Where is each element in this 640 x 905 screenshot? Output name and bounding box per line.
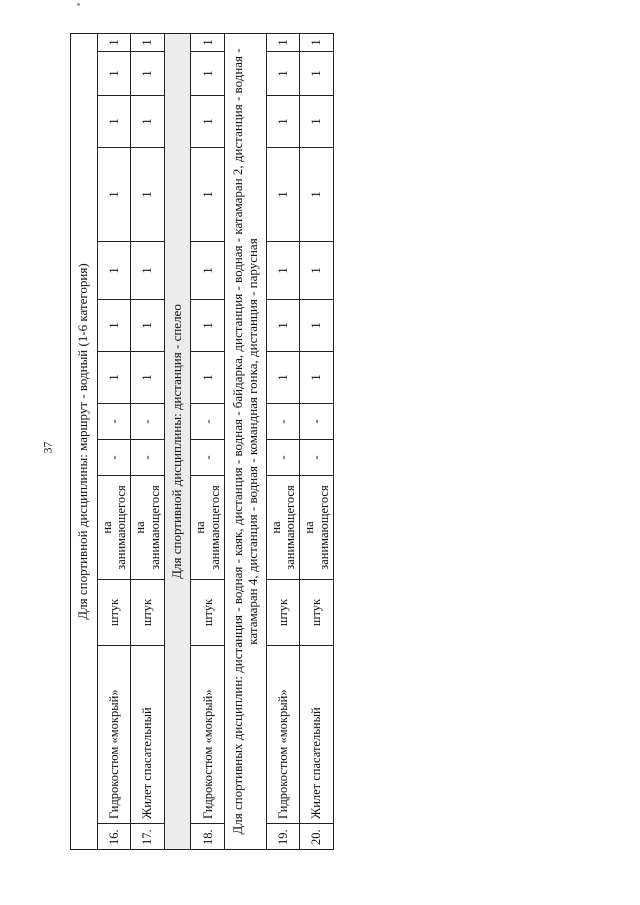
issue-cell: на занимающегося: [131, 476, 165, 580]
quantity-cell: -: [97, 404, 131, 440]
quantity-cell: 1: [191, 52, 225, 96]
quantity-cell: 1: [131, 300, 165, 352]
quantity-cell: 1: [97, 148, 131, 242]
row-number: 20.: [300, 824, 334, 850]
section-header: Для спортивной дисциплины: дистанция - спелео: [164, 34, 191, 850]
quantity-cell: 1: [131, 96, 165, 148]
issue-cell: на занимающегося: [266, 476, 300, 580]
rotated-table-sheet: [70, 34, 334, 850]
quantity-cell: 1: [131, 148, 165, 242]
equipment-table: [70, 33, 334, 850]
quantity-cell: 1: [131, 34, 165, 52]
section-header: Для спортивной дисциплины: маршрут - водный (1-6 категория): [71, 34, 98, 850]
quantity-cell: 1: [97, 300, 131, 352]
quantity-cell: 1: [191, 300, 225, 352]
unit-cell: штук: [266, 580, 300, 646]
issue-cell: на занимающегося: [300, 476, 334, 580]
row-number: 17.: [131, 824, 165, 850]
item-name: Жилет спасательный: [131, 646, 165, 824]
quantity-cell: 1: [300, 52, 334, 96]
quantity-cell: 1: [266, 242, 300, 300]
quantity-cell: 1: [131, 242, 165, 300]
quantity-cell: 1: [97, 34, 131, 52]
quantity-cell: -: [131, 440, 165, 476]
quantity-cell: 1: [266, 96, 300, 148]
unit-cell: штук: [131, 580, 165, 646]
unit-cell: штук: [97, 580, 131, 646]
quantity-cell: 1: [300, 300, 334, 352]
issue-cell: на занимающегося: [97, 476, 131, 580]
quantity-cell: 1: [266, 148, 300, 242]
page-number: 37: [40, 441, 55, 454]
table-row: [191, 34, 225, 850]
quantity-cell: 1: [97, 52, 131, 96]
unit-cell: штук: [300, 580, 334, 646]
row-number: 16.: [97, 824, 131, 850]
issue-cell: на занимающегося: [191, 476, 225, 580]
quantity-cell: 1: [300, 352, 334, 404]
quantity-cell: -: [131, 404, 165, 440]
rotated-table-container: [70, 34, 334, 850]
quantity-cell: 1: [97, 352, 131, 404]
table-row: [300, 34, 334, 850]
quantity-cell: -: [191, 404, 225, 440]
quantity-cell: 1: [266, 52, 300, 96]
quantity-cell: -: [97, 440, 131, 476]
quantity-cell: 1: [266, 352, 300, 404]
quantity-cell: 1: [131, 52, 165, 96]
quantity-cell: 1: [191, 34, 225, 52]
item-name: Гидрокостюм «мокрый»: [266, 646, 300, 824]
quantity-cell: -: [300, 404, 334, 440]
table-row: [131, 34, 165, 850]
quantity-cell: 1: [300, 34, 334, 52]
unit-cell: штук: [191, 580, 225, 646]
table-row: [97, 34, 131, 850]
scan-speck: [77, 3, 80, 6]
section-header-row: [71, 34, 98, 850]
quantity-cell: 1: [191, 352, 225, 404]
quantity-cell: 1: [300, 242, 334, 300]
quantity-cell: 1: [131, 352, 165, 404]
quantity-cell: -: [266, 404, 300, 440]
item-name: Гидрокостюм «мокрый»: [97, 646, 131, 824]
quantity-cell: 1: [191, 242, 225, 300]
row-number: 18.: [191, 824, 225, 850]
quantity-cell: 1: [300, 96, 334, 148]
row-number: 19.: [266, 824, 300, 850]
section-header-row: [225, 34, 266, 850]
section-header-row: [164, 34, 191, 850]
quantity-cell: 1: [266, 34, 300, 52]
quantity-cell: 1: [97, 96, 131, 148]
quantity-cell: -: [300, 440, 334, 476]
quantity-cell: 1: [300, 148, 334, 242]
quantity-cell: 1: [191, 96, 225, 148]
quantity-cell: -: [266, 440, 300, 476]
quantity-cell: 1: [97, 242, 131, 300]
item-name: Жилет спасательный: [300, 646, 334, 824]
quantity-cell: -: [191, 440, 225, 476]
section-header: Для спортивных дисциплин: дистанция - водная - каяк, дистанция - водная - байдарка, дистанция - водная - катамаран 2, дистанция - водная - катамаран 4, дистанция - водная - командная гонка, дистанция - парусная: [225, 34, 266, 850]
table-row: [266, 34, 300, 850]
table-body: [71, 34, 334, 850]
quantity-cell: 1: [266, 300, 300, 352]
item-name: Гидрокостюм «мокрый»: [191, 646, 225, 824]
quantity-cell: 1: [191, 148, 225, 242]
